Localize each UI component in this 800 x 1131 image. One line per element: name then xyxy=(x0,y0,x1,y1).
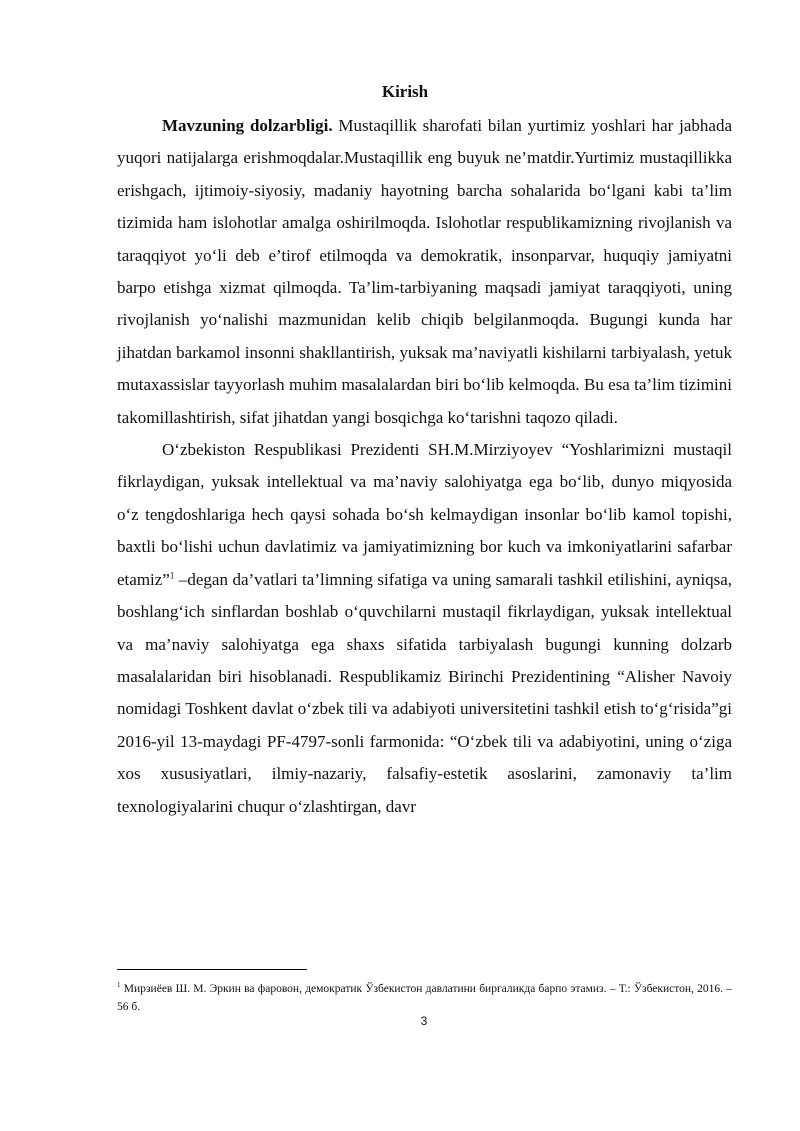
footnote-text: Мирзиёев Ш. М. Эркин ва фаровон, демократик Ўзбекистон давлатини биргаликда барпо этамиз. – Т.: Ўзбекистон, 2016. – 56 б. xyxy=(117,983,732,1013)
body-text xyxy=(117,110,732,823)
footnote-number: 1 xyxy=(117,981,121,990)
paragraph-text-after: –degan da’vatlari ta’limning sifatiga va uning samarali tashkil etilishini, ayniqsa, boshlang‘ich sinflardan boshlab o‘quvchilarni mustaqil fikrlaydigan, yuksak intellektual va ma’naviy salohiyatga ega shaxs sifatida tarbiyalash bugungi kunning dolzarb masalalaridan biri hisoblanadi. Respublikamiz Birinchi Prezidentining “Alisher Navoiy nomidagi Toshkent davlat o‘zbek tili va adabiyoti universitetini tashkil etish to‘g‘risida”gi 2016-yil 13-maydagi PF-4797-sonli farmonida: “O‘zbek tili va adabiyotini, uning o‘ziga xos xususiyatlari, ilmiy-nazariy, falsafiy-estetik asoslarini, zamonaviy ta’lim texnologiyalarini chuqur o‘zlashtirgan, davr xyxy=(117,569,732,816)
paragraph-lead: Mavzuning dolzarbligi. xyxy=(162,116,333,135)
paragraph-2 xyxy=(117,434,732,823)
paragraph-text: Mustaqillik sharofati bilan yurtimiz yoshlari har jabhada yuqori natijalarga erishmoqdalar.Mustaqillik eng buyuk ne’matdir.Yurtimiz mustaqillikka erishgach, ijtimoiy-siyosiy, madaniy hayotning barcha sohalarida bo‘lgani kabi ta’lim tizimida ham islohotlar amalga oshirilmoqda. Islohotlar respublikamizning rivojlanish va taraqqiyot yo‘li deb e’tirof etilmoqda va demokratik, insonparvar, huquqiy jamiyatni barpo etishga xizmat qilmoqda. Ta’lim-tarbiyaning maqsadi jamiyat taraqqiyoti, uning rivojlanish yo‘nalishi mazmunidan kelib chiqib belgilanmoqda. Bugungi kunda har jihatdan barkamol insonni shakllantirish, yuksak ma’naviyatli kishilarni tarbiyalash, yetuk mutaxassislar tayyorlash muhim masalalardan biri bo‘lib kelmoqda. Bu esa ta’lim tizimini takomillashtirish, sifat jihatdan yangi bosqichga ko‘tarishni taqozo qiladi. xyxy=(117,116,732,427)
paragraph-1 xyxy=(117,110,732,434)
page-number: 3 xyxy=(420,1014,428,1028)
footnote-separator xyxy=(117,969,307,970)
section-heading: Kirish xyxy=(381,82,429,101)
footnote xyxy=(117,980,732,1016)
footnote-reference[interactable]: 1 xyxy=(169,570,175,581)
paragraph-text-before: O‘zbekiston Respublikasi Prezidenti SH.M.Mirziyoyev “Yoshlarimizni mustaqil fikrlaydigan, yuksak intellektual va ma’naviy salohiyatga ega bo‘lib, dunyo miqyosida o‘z tengdoshlariga hech qaysi sohada bo‘sh kelmaydigan insonlar bo‘lib kamol topishi, baxtli bo‘lishi uchun davlatimiz va jamiyatimizning bor kuch va imkoniyatlarini safarbar etamiz” xyxy=(117,440,732,589)
